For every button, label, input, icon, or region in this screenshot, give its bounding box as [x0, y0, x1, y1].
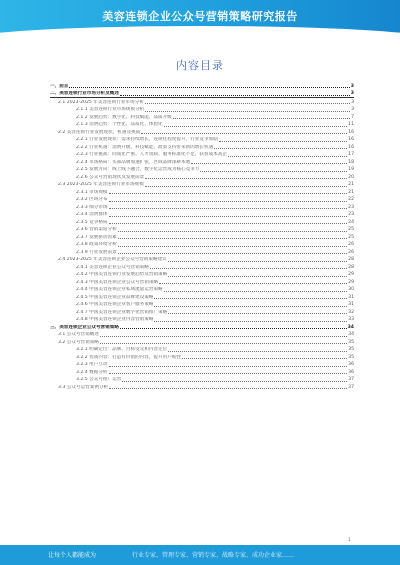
footer-banner: [0, 545, 400, 565]
toc-dot-leader: [159, 283, 347, 284]
toc-dot-leader: [214, 148, 347, 149]
toc-entry[interactable]: [50, 203, 354, 211]
toc-dot-leader: [145, 103, 350, 104]
toc-entry-label: 二、美容连锁行业市场分析及概述: [50, 91, 119, 96]
toc-heading: 内容目录: [176, 59, 224, 72]
toc-entry-page: 3: [351, 107, 354, 112]
toc-entry-label: 2.3.8 政策环境分析: [76, 242, 117, 247]
toc-entry-label: 2.4.5 中国美容连锁企业品牌建设策略: [76, 294, 154, 300]
toc-dot-leader: [228, 156, 347, 157]
toc-dot-leader: [109, 216, 348, 217]
toc-entry-page: 37: [348, 384, 354, 390]
toc-entry-label: 2.3.5 竞争格局: [76, 219, 108, 225]
toc-entry[interactable]: [50, 271, 354, 279]
toc-entry-label: 2.3.9 行业发展前景: [76, 249, 117, 255]
toc-entry-page: 21: [348, 189, 354, 195]
toc-dot-leader: [69, 87, 349, 88]
toc-entry-label: 2.2.3 行业挑战：同质化严重、人才短缺、服务标准化不足、获客成本高企: [76, 152, 227, 157]
toc-entry-page: 36: [348, 362, 354, 367]
toc-entry-label: 2.4.4 中国美容连锁企业私域流量运营策略: [76, 287, 163, 292]
toc-dot-leader: [141, 133, 347, 134]
toc-entry-label: 3.3 公众号运营案例分析: [58, 384, 109, 390]
toc-entry[interactable]: [50, 233, 354, 241]
toc-entry-page: 34: [347, 324, 354, 330]
toc-entry-page: 36: [348, 369, 354, 375]
toc-entry-page: 16: [348, 144, 354, 150]
toc-entry[interactable]: [50, 383, 354, 391]
toc-entry-label: 三、美容连锁企业公众号营销策略: [50, 324, 119, 330]
toc-entry-page: 37: [348, 377, 354, 382]
toc-dot-leader: [100, 343, 347, 344]
document-title: 美容连锁企业公众号营销策略研究报告: [102, 10, 298, 23]
toc-entry-label: 2.2.1 行业发展现状：需求持续增长，连锁化程度提升，行业竞争加剧: [76, 137, 218, 142]
toc-entry[interactable]: [50, 323, 354, 331]
toc-entry[interactable]: [50, 218, 354, 226]
toc-entry[interactable]: [50, 331, 354, 339]
toc-entry-label: 3.2.1 明确定位：品牌、目标受众和内容定位: [76, 347, 168, 352]
toc-dot-leader: [168, 351, 347, 352]
toc-entry[interactable]: [50, 143, 354, 151]
toc-entry-label: 2.4.8 中国美容连锁企业内容营销策略: [76, 317, 154, 322]
toc-entry-label: 3.2.5 公众号推广运营: [76, 377, 122, 382]
toc-entry-label: 3.2.2 优质内容：打造有价值的内容，提升用户粘性: [76, 354, 182, 360]
toc-dot-leader: [154, 298, 347, 299]
toc-entry[interactable]: [50, 151, 354, 159]
toc-entry-page: 23: [348, 204, 354, 210]
toc-entry-label: 2.2.4 市场格局：头部品牌加速扩张，区域品牌深耕本地: [76, 159, 191, 165]
toc-dot-leader: [150, 268, 347, 269]
footer-slogan-left: 让每个人都能成为: [48, 552, 97, 559]
toc-entry-label: 3.2.4 数据分析: [76, 369, 108, 375]
toc-dot-leader: [154, 321, 347, 322]
toc-entry[interactable]: [50, 286, 354, 294]
toc-dot-leader: [118, 246, 347, 247]
toc-entry-label: 2.3 2023-2025 年美容连锁行业市场规模: [58, 182, 144, 187]
toc-entry-label: 2.4.6 中国美容连锁企业客户服务策略: [76, 302, 154, 307]
toc-entry[interactable]: [50, 188, 354, 196]
toc-entry-page: 21: [348, 182, 354, 187]
toc-entry-page: 25: [348, 227, 354, 232]
toc-entry-page: 31: [348, 302, 354, 307]
toc-entry[interactable]: [50, 211, 354, 219]
toc-entry-label: 2.1.1 美容连锁行业市场规模分析: [76, 107, 145, 112]
toc-entry[interactable]: [50, 173, 354, 181]
toc-entry[interactable]: [50, 136, 354, 144]
toc-dot-leader: [168, 313, 347, 314]
toc-entry-page: 18: [348, 159, 354, 165]
toc-entry[interactable]: [50, 181, 354, 189]
toc-entry-label: 2.4.2 中国美容连锁行业发展趋势及营销策略: [76, 272, 168, 277]
header-swoosh: [0, 26, 400, 56]
toc-entry-label: 2.1.3 消费趋势：个性化、品质化、体验化: [76, 122, 163, 127]
toc-entry[interactable]: [50, 338, 354, 346]
toc-entry[interactable]: [50, 113, 354, 121]
toc-dot-leader: [154, 306, 347, 307]
toc-entry[interactable]: [50, 158, 354, 166]
toc-entry[interactable]: [50, 361, 354, 369]
page-number: 1: [348, 537, 351, 542]
toc-dot-leader: [109, 223, 348, 224]
toc-entry[interactable]: [50, 98, 354, 106]
toc-entry[interactable]: [50, 293, 354, 301]
toc-entry-page: 31: [348, 294, 354, 300]
toc-entry-label: 2.2 美容连锁行业发展现状、机遇及挑战: [58, 129, 141, 135]
toc-entry-page: 16: [348, 137, 354, 142]
toc-entry-page: 7: [351, 114, 354, 120]
toc-entry-label: 2.4.1 美容连锁企业公众号营销策略: [76, 264, 149, 270]
toc-entry[interactable]: [50, 278, 354, 286]
toc-dot-leader: [145, 178, 347, 179]
toc-entry-label: 3.2 公众号营销策略: [58, 339, 99, 345]
toc-entry-page: 16: [348, 129, 354, 135]
toc-entry[interactable]: [50, 353, 354, 361]
toc-entry[interactable]: [50, 263, 354, 271]
toc-entry[interactable]: [50, 248, 354, 256]
toc-entry-page: 29: [348, 272, 354, 277]
toc-entry[interactable]: [50, 301, 354, 309]
table-of-contents: [50, 82, 354, 391]
toc-entry-label: 2.4.3 中国美容连锁企业公众号营销策略: [76, 279, 159, 285]
toc-entry-label: 2.3.7 发展驱动因素: [76, 234, 117, 240]
toc-dot-leader: [109, 208, 348, 209]
toc-dot-leader: [118, 231, 347, 232]
toc-entry-page: 28: [348, 264, 354, 270]
toc-entry-page: 17: [348, 152, 354, 157]
toc-dot-leader: [173, 118, 350, 119]
footer-slogan-right: 行业专家、管理专家、营销专家、战略专家、成功企业家……: [132, 552, 295, 559]
toc-entry-page: 35: [348, 347, 354, 352]
toc-dot-leader: [219, 141, 347, 142]
toc-entry-label: 2.1 2023-2025 年美容连锁行业市场分析: [58, 99, 144, 105]
toc-entry-page: 33: [348, 317, 354, 322]
toc-entry-label: 2.2.5 发展方向：线上线下融合，数字化运营成为核心竞争力: [76, 167, 200, 172]
toc-entry-page: 22: [348, 197, 354, 202]
toc-entry[interactable]: [50, 226, 354, 234]
toc-dot-leader: [164, 126, 347, 127]
toc-entry-page: 26: [348, 249, 354, 255]
toc-entry-page: 20: [348, 174, 354, 180]
toc-dot-leader: [118, 253, 347, 254]
toc-entry-page: 26: [348, 242, 354, 247]
toc-dot-leader: [109, 366, 348, 367]
toc-entry-page: 32: [348, 309, 354, 315]
toc-dot-leader: [109, 388, 347, 389]
toc-entry-page: 30: [348, 287, 354, 292]
toc-dot-leader: [118, 238, 347, 239]
toc-entry-label: 2.3.4 消费群体: [76, 212, 108, 217]
toc-entry-page: 19: [348, 167, 354, 172]
toc-entry-page: 35: [348, 339, 354, 345]
toc-entry-page: 28: [348, 257, 354, 262]
toc-dot-leader: [120, 328, 347, 329]
toc-entry-label: 2.3.6 营销渠道分析: [76, 227, 117, 232]
toc-entry-page: 11: [348, 122, 354, 127]
toc-entry[interactable]: [50, 368, 354, 376]
toc-entry-page: 23: [348, 212, 354, 217]
toc-entry[interactable]: [50, 121, 354, 129]
toc-entry[interactable]: [50, 376, 354, 384]
toc-entry[interactable]: [50, 308, 354, 316]
toc-entry-page: 3: [350, 83, 354, 89]
toc-entry-label: 2.3.3 细分市场: [76, 204, 108, 210]
toc-entry-label: 2.1.2 发展趋势：数字化、科技赋能、品质升级: [76, 114, 172, 120]
toc-entry[interactable]: [50, 316, 354, 324]
toc-entry[interactable]: [50, 241, 354, 249]
toc-dot-leader: [168, 261, 347, 262]
toc-entry-label: 2.2.2 行业机遇：消费升级、科技赋能、政策支持带来新的增长机遇: [76, 144, 214, 150]
toc-dot-leader: [109, 373, 348, 374]
toc-dot-leader: [120, 95, 350, 96]
toc-entry[interactable]: [50, 346, 354, 354]
toc-entry-page: 25: [348, 234, 354, 240]
toc-dot-leader: [109, 201, 348, 202]
toc-entry[interactable]: [50, 128, 354, 136]
toc-dot-leader: [100, 336, 347, 337]
toc-entry[interactable]: [50, 166, 354, 174]
toc-entry[interactable]: [50, 90, 354, 99]
toc-entry-page: 24: [348, 219, 354, 225]
toc-entry-page: 3: [351, 99, 354, 105]
toc-dot-leader: [168, 276, 347, 277]
toc-dot-leader: [145, 111, 350, 112]
toc-entry-page: 29: [348, 279, 354, 285]
toc-dot-leader: [191, 163, 347, 164]
toc-entry-label: 2.3.2 区域分布: [76, 197, 108, 202]
toc-dot-leader: [164, 291, 347, 292]
toc-dot-leader: [122, 381, 347, 382]
toc-entry-label: 一、前言: [50, 83, 69, 89]
toc-entry-label: 3.2.3 用户互动: [76, 362, 108, 367]
toc-entry[interactable]: [50, 106, 354, 114]
toc-entry[interactable]: [50, 196, 354, 204]
toc-dot-leader: [109, 193, 348, 194]
toc-entry-label: 2.2.6 公众号营销现状及发展前景: [76, 174, 145, 180]
toc-entry[interactable]: [50, 82, 354, 90]
toc-entry-label: 2.4 2023-2025 年美容连锁企业公众号营销策略建议: [58, 257, 167, 262]
toc-dot-leader: [200, 171, 347, 172]
toc-entry-page: 3: [350, 91, 354, 96]
toc-entry-page: 35: [348, 354, 354, 360]
toc-dot-leader: [145, 186, 347, 187]
toc-dot-leader: [182, 358, 347, 359]
toc-entry-label: 3.1 公众号营销概述: [58, 332, 99, 337]
toc-entry-label: 2.4.7 中国美容连锁企业数字化营销推广策略: [76, 309, 168, 315]
toc-entry[interactable]: [50, 256, 354, 264]
toc-entry-label: 2.3.1 市场规模: [76, 189, 108, 195]
toc-entry-page: 34: [348, 332, 354, 337]
